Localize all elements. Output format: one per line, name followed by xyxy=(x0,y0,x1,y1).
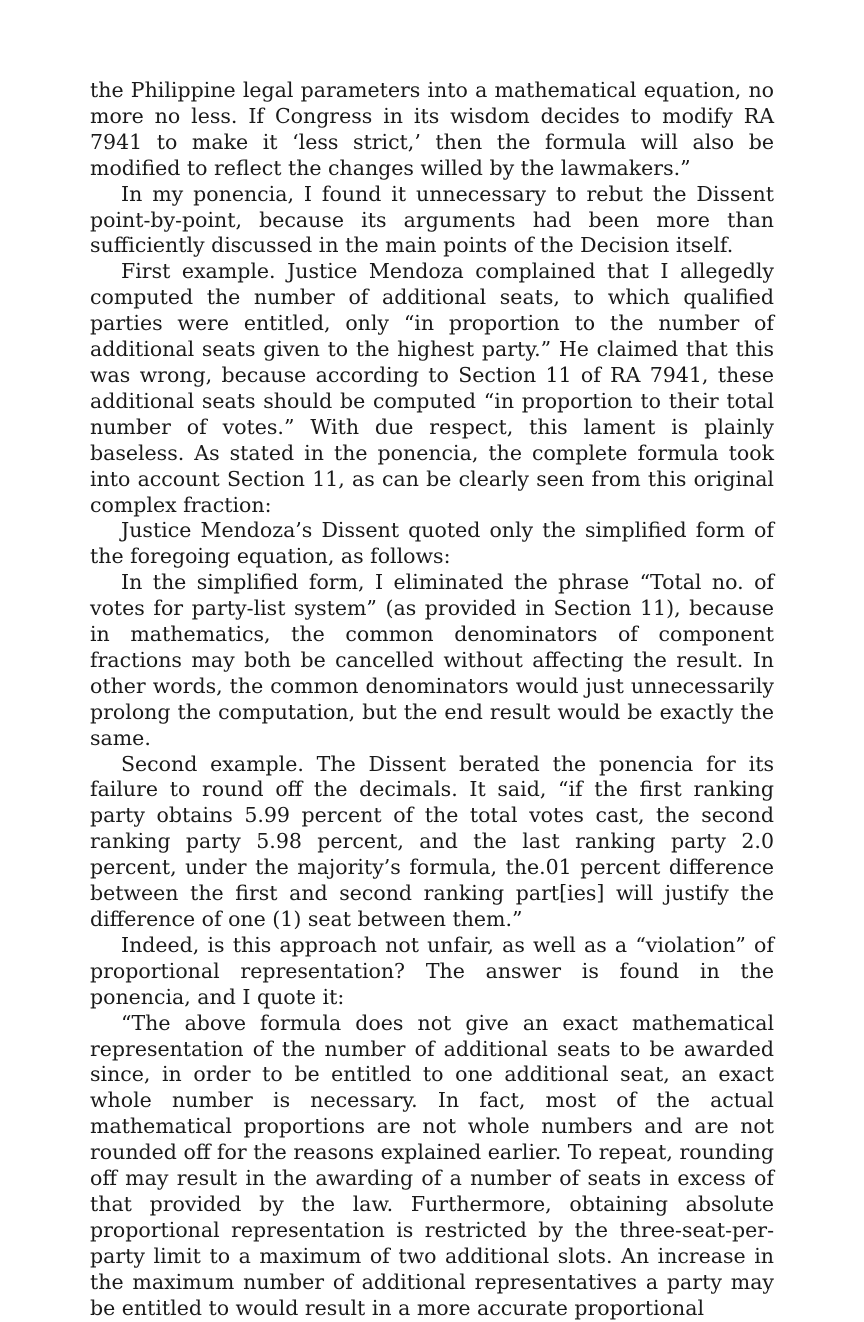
paragraph-2: In my ponencia, I found it unnecessary to rebut the Dissent point-by-point, because its arguments had been more than sufficiently discussed in the main points of the Decision itself. xyxy=(90,181,774,258)
paragraph-4: Justice Mendoza’s Dissent quoted only the simplified form of the foregoing equation, as follows: xyxy=(90,518,774,569)
paragraph-6: Second example. The Dissent berated the ponencia for its failure to round off the decimals. It said, “if the first ranking party obtains 5.99 percent of the total votes cast, the second ranking party 5.98 percent, and the last ranking party 2.0 percent, under the majority’s formula, the.01 percent difference between the first and second ranking part[ies] will justify the difference of one (1) seat between them.” xyxy=(90,751,774,931)
paragraph-1: the Philippine legal parameters into a mathematical equation, no more no less. If Congress in its wisdom decides to modify RA 7941 to make it ‘less strict,’ then the formula will also be modified to reflect the changes willed by the lawmakers.” xyxy=(90,78,774,180)
paragraph-3: First example. Justice Mendoza complained that I allegedly computed the number of additional seats, to which qualified parties were entitled, only “in proportion to the number of additional seats given to the highest party.” He claimed that this was wrong, because according to Section 11 of RA 7941, these additional seats should be computed “in proportion to their total number of votes.” With due respect, this lament is plainly baseless. As stated in the ponencia, the complete formula took into account Section 11, as can be clearly seen from this original complex fraction: xyxy=(90,259,774,517)
paragraph-7: Indeed, is this approach not unfair, as well as a “violation” of proportional representation? The answer is found in the ponencia, and I quote it: xyxy=(90,932,774,1009)
paragraph-8: “The above formula does not give an exact mathematical representation of the number of additional seats to be awarded since, in order to be entitled to one additional seat, an exact whole number is necessary. In fact, most of the actual mathematical proportions are not whole numbers and are not rounded off for the reasons explained earlier. To repeat, rounding off may result in the awarding of a number of seats in excess of that provided by the law. Furthermore, obtaining absolute proportional representation is restricted by the three-seat-per-party limit to a maximum of two additional slots. An increase in the maximum number of additional representatives a party may be entitled to would result in a more accurate proportional xyxy=(90,1010,774,1320)
paragraph-5: In the simplified form, I eliminated the phrase “Total no. of votes for party-list system” (as provided in Section 11), because in mathematics, the common denominators of component fractions may both be cancelled without affecting the result. In other words, the common denominators would just unnecessarily prolong the computation, but the end result would be exactly the same. xyxy=(90,570,774,750)
body-text xyxy=(90,78,774,1322)
